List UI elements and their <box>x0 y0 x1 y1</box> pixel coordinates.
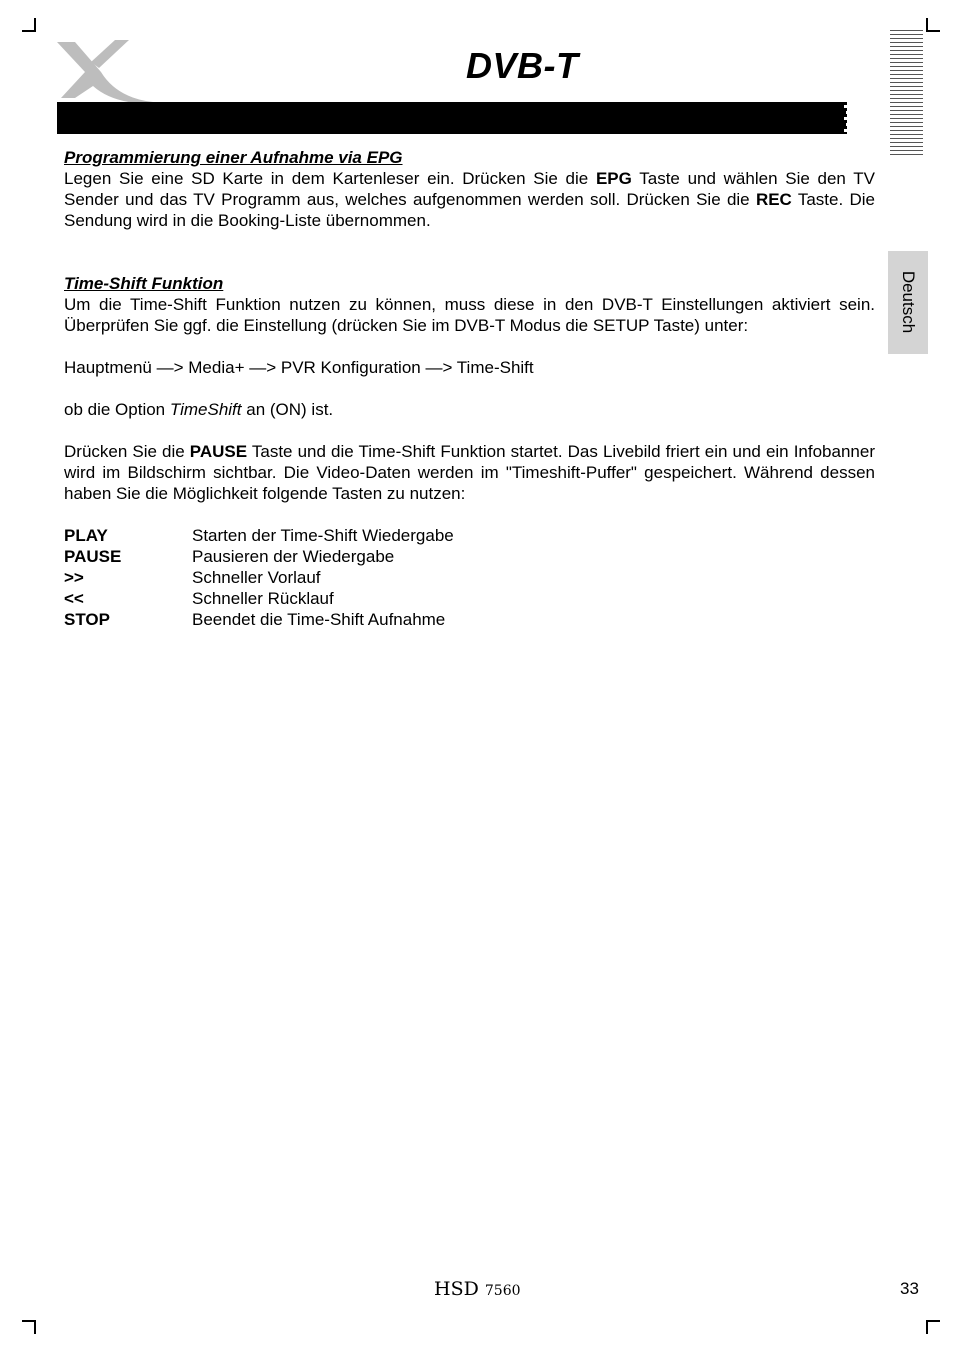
key-name: >> <box>64 568 84 587</box>
stripe-decoration <box>890 30 923 158</box>
key-table <box>64 525 454 630</box>
footer-model-name: HSD 7560 <box>434 1278 521 1300</box>
menu-path: Hauptmenü —> Media+ —> PVR Konfiguration —> Time-Shift <box>64 358 534 377</box>
crop-mark-top-right <box>926 18 940 32</box>
crop-mark-top-left <box>22 18 36 32</box>
key-name: PAUSE <box>64 547 122 566</box>
key-name: << <box>64 589 84 608</box>
crop-mark-bottom-left <box>22 1320 36 1334</box>
epg-paragraph: Legen Sie eine SD Karte in dem Kartenleser ein. Drücken Sie die EPG Taste und wählen Sie den TV Sender und das TV Programm aus, welches aufgenommen werden soll. Drücken Sie die REC Taste. Die Sendung wird in die Booking-Liste übernommen. <box>64 169 875 230</box>
option-paragraph: ob die Option TimeShift an (ON) ist. <box>64 400 334 419</box>
key-name: PLAY <box>64 526 108 545</box>
key-row <box>64 525 454 546</box>
main-content <box>64 147 875 630</box>
section-heading-epg: Programmierung einer Aufnahme via EPG <box>64 148 403 167</box>
timeshift-intro-paragraph: Um die Time-Shift Funktion nutzen zu können, muss diese in den DVB-T Einstellungen aktiviert sein. Überprüfen Sie ggf. die Einstellung (drücken Sie im DVB-T Modus die SETUP Taste) unter: <box>64 295 875 335</box>
pause-paragraph: Drücken Sie die PAUSE Taste und die Time-Shift Funktion startet. Das Livebild friert ein und ein Infobanner wird im Bildschirm sichtbar. Die Video-Daten werden im "Timeshift-Puffer" gespeichert. Während dessen haben Sie die Möglichkeit folgende Tasten zu nutzen: <box>64 442 875 503</box>
key-row <box>64 546 454 567</box>
crop-mark-bottom-right <box>926 1320 940 1334</box>
language-tab-label: Deutsch <box>899 270 918 334</box>
key-description: Starten der Time-Shift Wiedergabe <box>192 526 454 545</box>
halftone-dots-decoration <box>840 102 886 134</box>
language-tab <box>888 251 928 354</box>
key-description: Schneller Vorlauf <box>192 568 321 587</box>
rec-key: REC <box>755 190 792 209</box>
section-heading-timeshift: Time-Shift Funktion <box>64 274 224 293</box>
x-brand-logo-icon <box>55 38 155 104</box>
timeshift-option-name: TimeShift <box>169 400 242 419</box>
page-number: 33 <box>900 1279 919 1298</box>
key-name: STOP <box>64 610 110 629</box>
epg-key: EPG <box>595 169 632 188</box>
key-row <box>64 609 454 630</box>
key-row <box>64 588 454 609</box>
key-row <box>64 567 454 588</box>
key-description: Schneller Rücklauf <box>192 589 334 608</box>
header-bar <box>57 102 847 134</box>
pause-key: PAUSE <box>189 442 248 461</box>
key-description: Pausieren der Wiedergabe <box>192 547 395 566</box>
page-title: DVB-T <box>466 45 579 86</box>
key-description: Beendet die Time-Shift Aufnahme <box>192 610 446 629</box>
